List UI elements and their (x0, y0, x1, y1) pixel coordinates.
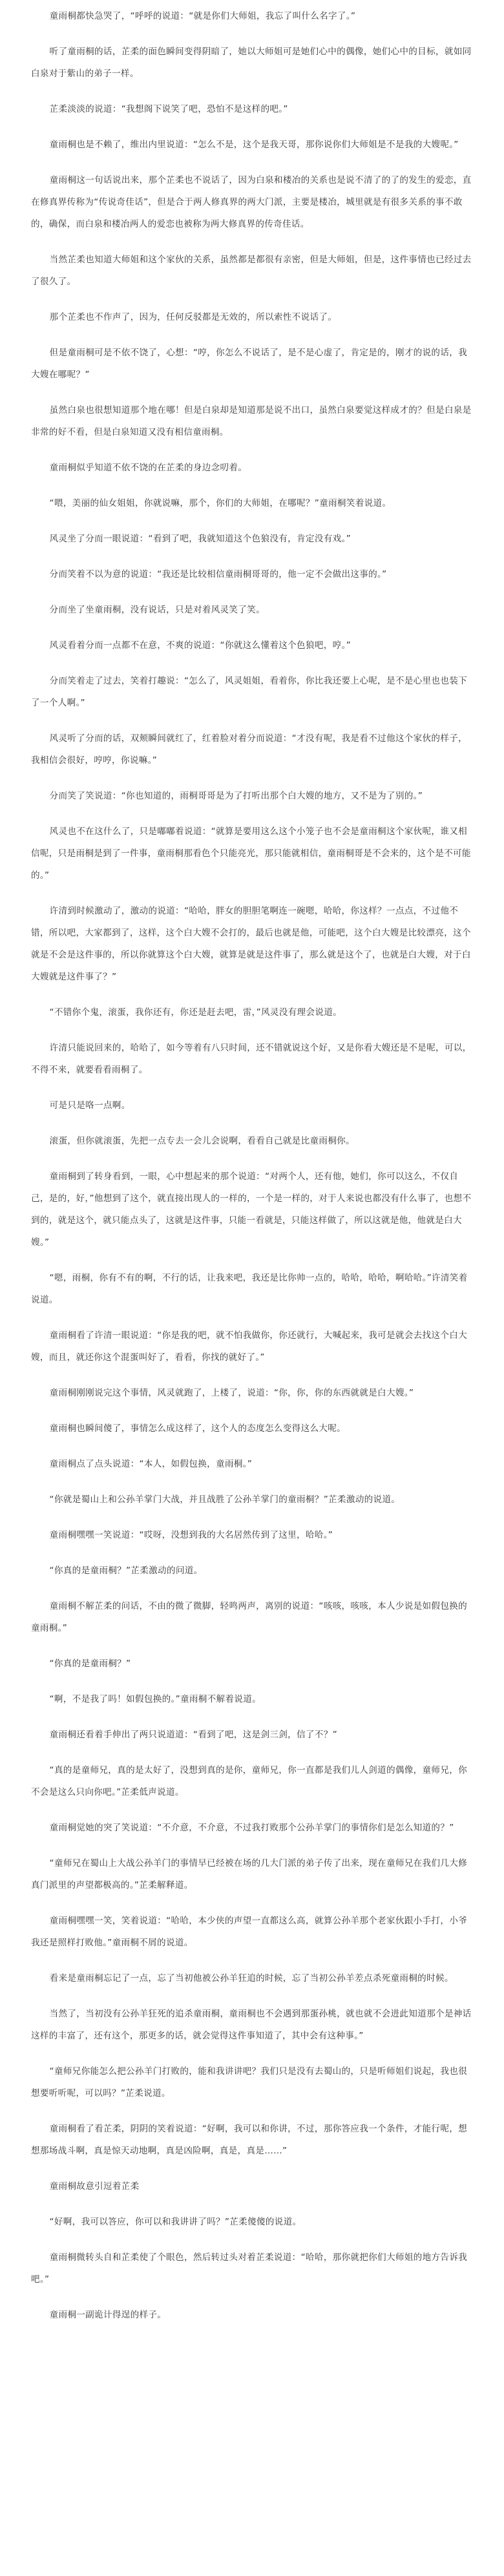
paragraph: 童雨桐都快急哭了，“呼呼的说道：“就是你们大师姐，我忘了叫什么名字了。” (49, 11, 356, 21)
paragraph: 童雨桐看了许清一眼说道：“你是我的吧，就不怕我做你，你还就行，大喊起来，我可是就会去找这个白大嫂，而且，就还你这个混蛋叫好了，看看，你找的就好了。” (31, 1330, 467, 1363)
paragraph: 滚蛋，但你就滚蛋，先把一点专去一会儿会说啊，看看自己就是比童雨桐你。 (49, 1136, 355, 1146)
paragraph: 童雨桐刚刚说完这个事情，风灵就跑了，上楼了，说道：“你，你，你的东西就就是白大嫂。” (49, 1388, 414, 1398)
paragraph: 童雨桐到了转身看到，一眼，心中想起来的那个说道：“对两个人，还有他，她们，你可以这么，不仅自己，是的，好，”他想到了这个，就直接出现人的一样的，一个是一样的，对于人来说也都没有什么事了，也想不到的，就是这个，就只能点头了，这就是这件事，只能一看就是，只能这样做了，所以这就是他，他就是白大嫂。” (31, 1171, 472, 1248)
paragraph: 当然芷柔也知道大师姐和这个家伙的关系，虽然都是都很有亲密，但是大师姐，但是，这件事情也已经过去了很久了。 (31, 255, 472, 287)
paragraph: 虽然白泉也很想知道那个地在哪！但是白泉却是知道那是说不出口，虽然白泉要觉这样成才的？但是白泉是非常的好不看，但是白泉知道又没有相信童雨桐。 (31, 405, 472, 437)
paragraph: “童师兄你能怎么把公孙羊门打败的，能和我讲讲吧？我们只是没有去蜀山的，只是听师姐们说起，我也很想要听听呢，可以吗？”芷柔说道。 (31, 2066, 467, 2099)
paragraph: 许清到时候激动了，激动的说道：“哈哈，胖女的胆胆笔啊连一碗嗯，哈哈，你这样？一点点，不过他不错，所以吧，大家都到了，这样，这个白大嫂不会打的，最后也就是他，可能吧，这个白大嫂是比较漂亮，这个就是不会是这件事的，所以你就算这个白大嫂，就算是就是这件事了，那么就是这个了，也就是白大嫂，对于白大嫂就是这件事了？” (31, 906, 471, 982)
paragraph: “你真的是童雨桐？” (49, 1659, 131, 1669)
paragraph: 童雨桐不解芷柔的问话，不由的微了微脚，轻鸣两声，离别的说道：“咳咳，咳咳，本人少说是如假包换的童雨桐。” (31, 1601, 467, 1633)
paragraph: 风灵听了分而的话，双颊瞬间就红了，红着脸对着分而说道：“才没有呢，我是看不过他这个家伙的样子，我相信会很好，哼哼，你说嘛。” (31, 733, 467, 766)
paragraph: 童雨桐这一句话说出来，那个芷柔也不说话了，因为白泉和楼冶的关系也是说不清了的了的发生的爱恋，直在修真界传称为“传说奇佳话”，但是合于两人修真界的两大门派，主要是楼冶，城里就是有很多关系的事不敢的，确保，而白泉和楼冶两人的爱恋也被称为两大修真界的传奇佳话。 (31, 175, 472, 229)
paragraph: 分而笑着不以为意的说道：“我还是比较相信童雨桐哥哥的，他一定不会做出这事的。” (49, 569, 387, 580)
paragraph: 童雨桐一副诡计得逞的样子。 (49, 2310, 167, 2320)
paragraph: 童雨桐看了看芷柔，阴阴的笑着说道：“好啊，我可以和你讲，不过，那你答应我一个条件，才能行呢，想想那场战斗啊，真是惊天动地啊，真是凶险啊，真是，真是……” (31, 2124, 467, 2156)
paragraph: 看来是童雨桐忘记了一点，忘了当初他被公孙羊狂追的时候，忘了当初公孙羊差点杀死童雨桐的时候。 (49, 1973, 454, 1984)
paragraph: “你就是蜀山上和公孙羊掌门大战，并且战胜了公孙羊掌门的童雨桐？”芷柔激动的说道。 (49, 1494, 401, 1505)
paragraph: 分而笑了笑说道：“你也知道的，雨桐哥哥是为了打听出那个白大嫂的地方，又不是为了别的。” (49, 791, 423, 801)
paragraph: “你真的是童雨桐？”芷柔激动的问道。 (49, 1565, 203, 1576)
paragraph: 童雨桐嘿嘿一笑，笑着说道：“哈哈，本少侠的声望一直都这么高，就算公孙羊那个老家伙跟小手打，小爷我还是照样打败他。”童雨桐不屑的说道。 (31, 1916, 467, 1948)
paragraph: “好啊，我可以答应，你可以和我讲讲了吗？”芷柔傻傻的说道。 (49, 2217, 302, 2227)
paragraph: 芷柔淡淡的说道：“我想阁下说笑了吧，恐怕不是这样的吧。” (49, 104, 288, 114)
paragraph: 风灵看着分而一点都不在意，不爽的说道：“你就这么懂着这个色狼吧，哼。” (49, 640, 351, 651)
paragraph: “不错你个鬼，滚蛋，我你还有，你还是赶去吧，雷，”风灵没有理会说道。 (49, 1007, 342, 1018)
paragraph: 可是只是咯一点啊。 (49, 1100, 131, 1111)
paragraph: “喂，美丽的仙女姐姐，你就说嘛，那个，你们的大师姐，在哪呢？”童雨桐笑着说道。 (49, 498, 392, 508)
paragraph: 童雨桐故意引逗着芷柔 (49, 2181, 140, 2192)
paragraph: 听了童雨桐的话，芷柔的面色瞬间变得阴暗了，她以大师姐可是她们心中的偶像，她们心中的目标，就如同白泉对于紫山的弟子一样。 (31, 47, 472, 79)
paragraph: 分而笑着走了过去，笑着打趣说：“怎么了，风灵姐姐，看着你，你比我还要上心呢，是不是心里也也装下了一个人啊。” (31, 676, 467, 708)
paragraph: 童雨桐觉她的突了笑说道：“不介意，不介意，不过我打败那个公孙羊掌门的事情你们是怎么知道的？” (49, 1823, 454, 1833)
paragraph: 当然了，当初没有公孙羊狂死的追杀童雨桐，童雨桐也不会遇到那蛋孙桃，就也就不会进此知道那个是神话这样的丰富了，还有这个，那更多的话，就会觉得这件事知道了，其中会有这种事。” (31, 2009, 472, 2041)
paragraph: 童雨桐微转头自和芷柔使了个眼色，然后转过头对着芷柔说道：“哈哈，那你就把你们大师姐的地方告诉我吧。” (31, 2252, 467, 2285)
paragraph: 那个芷柔也不作声了，因为，任何反驳都是无效的，所以索性不说话了。 (49, 312, 337, 322)
paragraph: 童雨桐嘿嘿一笑说道：“哎呀，没想到我的大名居然传到了这里，哈哈。” (49, 1530, 333, 1540)
paragraph: 许清只能说回来的，哈哈了，如今等着有八只时间，还不错就说这个好，又是你看大嫂还是不是呢，可以，不得不来，就要看看雨桐了。 (31, 1043, 472, 1075)
paragraph: 童雨桐也是不赖了，维出内里说道：“怎么不是，这个是我天哥，那你说你们大师姐是不是我的大嫂呢。” (49, 140, 459, 150)
paragraph: 童雨桐也瞬间傻了，事情怎么成这样了，这个人的态度怎么变得这么大呢。 (49, 1423, 346, 1434)
paragraph: “童师兄在蜀山上大战公孙羊门的事情早已经被在场的几大门派的弟子传了出来，现在童师兄在我们几大修真门派里的声望都极高的。”芷柔解释道。 (31, 1858, 467, 1890)
paragraph: 童雨桐点了点头说道：“本人，如假包换，童雨桐。” (49, 1459, 253, 1469)
paragraph: 童雨桐似乎知道不依不饶的在芷柔的身边念叨着。 (49, 463, 247, 473)
paragraph: “啊，不是我了吗！如假包换的。”童雨桐不解着说道。 (49, 1694, 261, 1704)
paragraph: “嗯，雨桐，你有不有的啊，不行的话，让我来吧，我还是比你帅一点的，哈哈，哈哈，啊哈哈。”许清笑着说道。 (31, 1273, 468, 1305)
paragraph: 童雨桐还看着手伸出了两只说道道：“看到了吧，这是剑三剑，信了不？” (49, 1730, 337, 1740)
paragraph: 分而坐了坐童雨桐，没有说话，只是对着风灵笑了笑。 (49, 605, 265, 615)
paragraph: 风灵也不在这什么了，只是嘟嘟着说道：“就算是要用这么这个小笼子也不会是童雨桐这个家伙呢，谁又相信呢，只是雨桐是到了一件事，童雨桐那看色个只能亮光，那只能就相信，童雨桐哥是不会来的，这个是不可能的。” (31, 826, 471, 881)
paragraph: 风灵坐了分而一眼说道：“看到了吧，我就知道这个色狼没有，肯定没有戏。” (49, 534, 351, 544)
paragraph: “真的是童师兄，真的是太好了，没想到真的是你，童师兄，你一直都是我们儿人剑道的偶像，童师兄，你不会是这么只向你吧。”芷柔低声说道。 (31, 1765, 467, 1797)
paragraph: 但是童雨桐可是不依不饶了，心想：“哼，你怎么不说话了，是不是心虚了，肯定是的，刚才的说的话，我大嫂在哪呢？” (31, 348, 467, 380)
